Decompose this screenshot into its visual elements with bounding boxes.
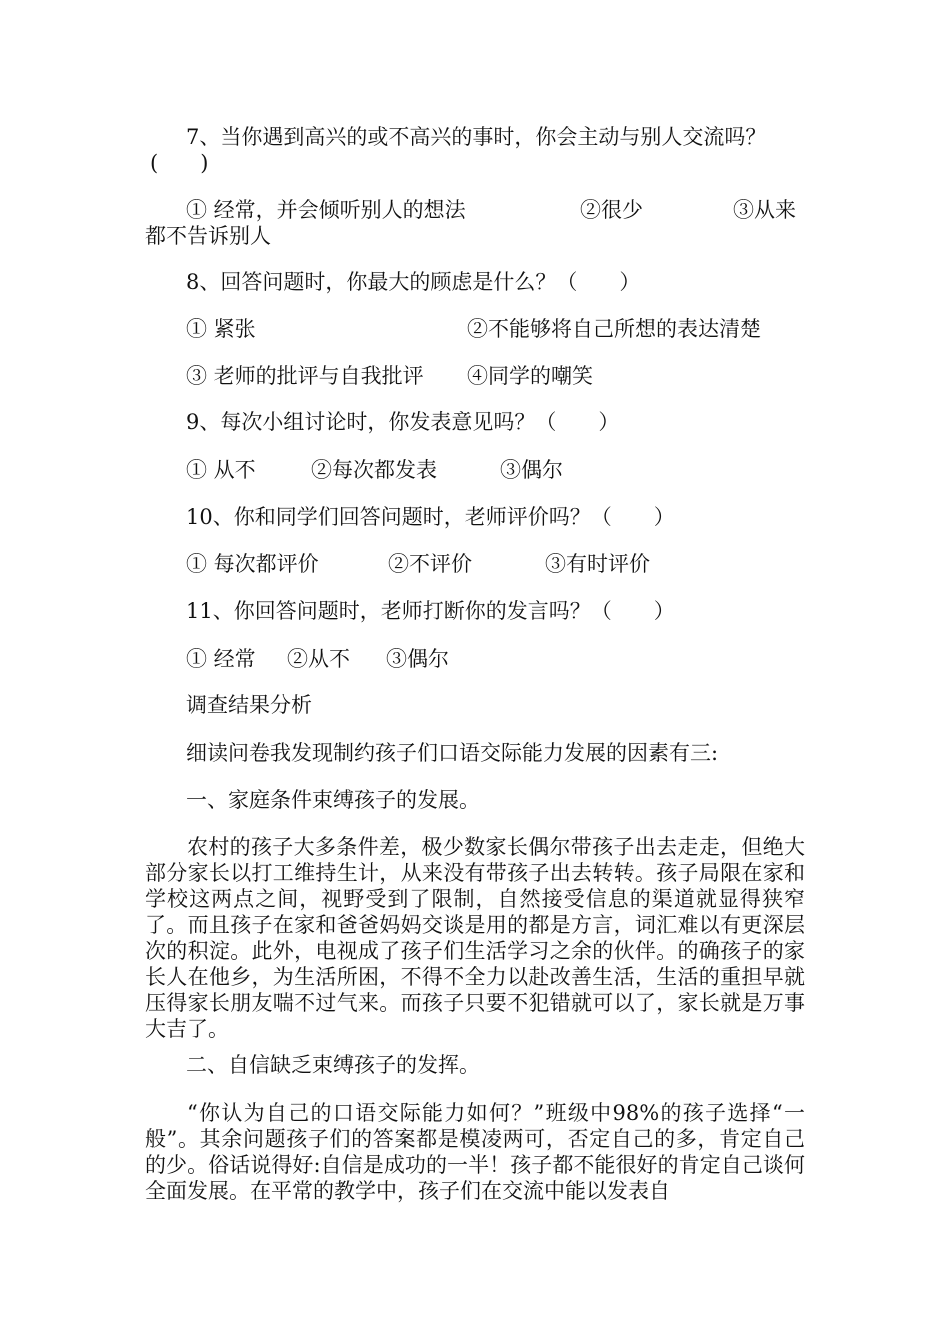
question-11-option-2: ②从不 xyxy=(287,647,350,671)
question-7-option-2: ②很少 xyxy=(580,198,643,222)
section-2-title: 二、自信缺乏束缚孩子的发挥。 xyxy=(186,1053,480,1077)
question-10-option-3: ③有时评价 xyxy=(545,552,650,576)
question-8-option-1: ① 紧张 xyxy=(186,317,256,341)
analysis-intro: 细读问卷我发现制约孩子们口语交际能力发展的因素有三: xyxy=(186,741,719,765)
question-8-stem: 8、回答问题时，你最大的顾虑是什么？（ ） xyxy=(186,270,641,294)
question-9-option-3: ③偶尔 xyxy=(500,458,563,482)
question-8-option-4: ④同学的嘲笑 xyxy=(467,364,593,388)
analysis-heading: 调查结果分析 xyxy=(186,693,312,717)
question-11-option-1: ① 经常 xyxy=(186,647,256,671)
question-10-stem: 10、你和同学们回答问题时，老师评价吗？（ ） xyxy=(186,505,675,529)
section-1-body: 农村的孩子大多条件差，极少数家长偶尔带孩子出去走走，但绝大部分家长以打工维持生计，从来没有带孩子出去转转。孩子局限在家和学校这两点之间，视野受到了限制，自然接受信息的渠道就显得狭窄了。而且孩子在家和爸爸妈妈交谈是用的都是方言，词汇难以有更深层次的积淀。此外，电视成了孩子们生活学习之余的伙伴。的确孩子的家长人在他乡，为生活所困，不得不全力以赴改善生活，生活的重担早就压得家长朋友喘不过气来。而孩子只要不犯错就可以了，家长就是万事大吉了。 xyxy=(145,835,805,1041)
section-1-title: 一、家庭条件束缚孩子的发展。 xyxy=(186,788,480,812)
question-11-option-3: ③偶尔 xyxy=(386,647,449,671)
question-9-stem: 9、每次小组讨论时，你发表意见吗？（ ） xyxy=(186,410,620,434)
question-7-stem: 7、当你遇到高兴的或不高兴的事时，你会主动与别人交流吗？ xyxy=(186,125,767,149)
question-9-option-2: ②每次都发表 xyxy=(311,458,437,482)
question-7-option-3-cont: 都不告诉别人 xyxy=(145,224,271,248)
question-9-option-1: ① 从不 xyxy=(186,458,256,482)
question-8-option-3: ③ 老师的批评与自我批评 xyxy=(186,364,424,388)
question-7-answer-blank: ( ) xyxy=(150,151,209,175)
question-8-option-2: ②不能够将自己所想的表达清楚 xyxy=(467,317,761,341)
question-7-option-1: ① 经常，并会倾听别人的想法 xyxy=(186,198,466,222)
question-7-option-3: ③从来 xyxy=(733,198,796,222)
question-11-stem: 11、你回答问题时，老师打断你的发言吗？（ ） xyxy=(186,599,675,623)
question-10-option-2: ②不评价 xyxy=(388,552,472,576)
question-10-option-1: ① 每次都评价 xyxy=(186,552,319,576)
section-2-body: “你认为自己的口语交际能力如何？”班级中98%的孩子选择“一般”。其余问题孩子们的答案都是模凌两可，否定自己的多，肯定自己的少。俗话说得好:自信是成功的一半！孩子都不能很好的肯定自己谈何全面发展。在平常的教学中，孩子们在交流中能以发表自 xyxy=(145,1101,805,1203)
